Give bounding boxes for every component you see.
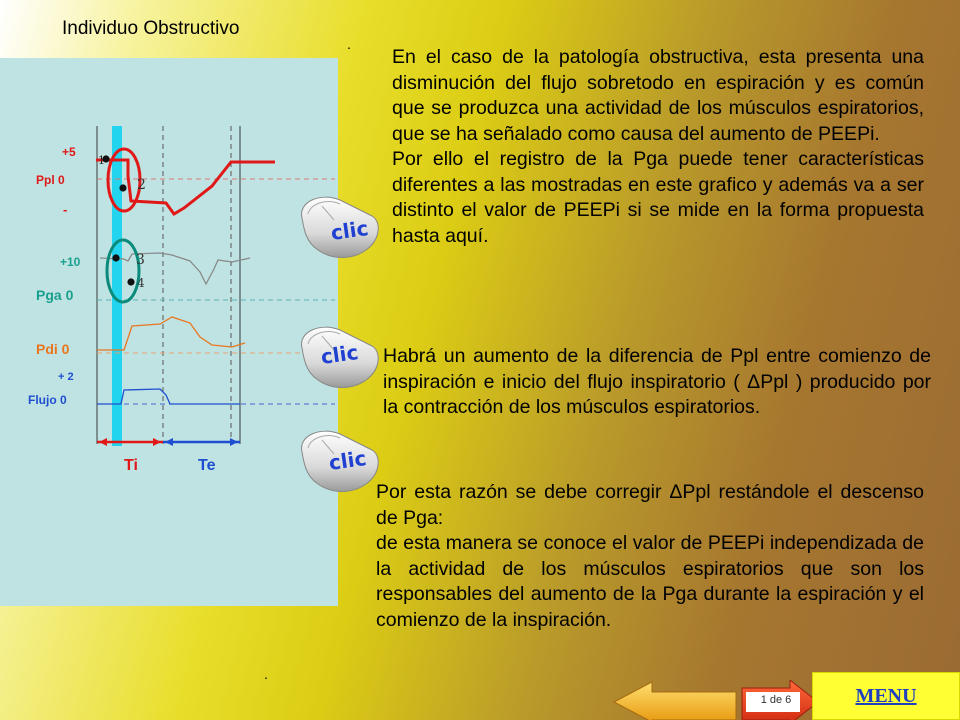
clic-label: clic [327, 445, 368, 475]
mouse-icon [292, 320, 382, 394]
label-ppl0: Ppl 0 [36, 173, 65, 187]
label-plus2: + 2 [58, 371, 74, 383]
paragraph-obstructive-pathology [392, 45, 924, 249]
label-ti: Ti [124, 457, 138, 474]
arrow-left-icon [612, 680, 740, 720]
pga-highlight-ellipse [107, 240, 139, 302]
clic-button-3[interactable] [292, 424, 382, 498]
te-arrow-head-right [230, 438, 238, 446]
respiratory-diagram [0, 58, 338, 606]
point-4-label: 4 [137, 276, 145, 290]
clic-label: clic [319, 339, 360, 369]
label-plus5: +5 [62, 145, 76, 159]
pga-curve [100, 253, 250, 284]
ti-arrow-head-right [153, 438, 161, 446]
slide-title: Individuo Obstructivo [62, 18, 240, 39]
decor-dot: . [347, 36, 351, 52]
page-indicator: 1 de 6 [760, 694, 792, 706]
clic-button-1[interactable] [292, 190, 382, 264]
mouse-icon [292, 424, 382, 498]
previous-slide-button[interactable] [612, 680, 740, 720]
paragraph-pga-correction [376, 480, 924, 633]
label-minus: - [63, 202, 68, 217]
clic-button-2[interactable] [292, 320, 382, 394]
mouse-icon [292, 190, 382, 264]
point-4-marker [127, 278, 134, 285]
point-3-label: 3 [136, 252, 145, 268]
paragraph-text: Habrá un aumento de la diferencia de Ppl entre comienzo de inspiración e inicio del flujo inspiratorio ( ΔPpl ) producido por la contracción de los músculos espiratorios. [383, 345, 931, 418]
paragraph-text: Por esta razón se debe corregir ΔPpl restándole el descenso de Pga: de esta manera se conoce el valor de PEEPi independizada de la actividad de los músculos espiratorios que son los responsables del aumento de la Pga durante la espiración y el comienzo de la inspiración. [376, 481, 924, 631]
paragraph-ppl-difference [383, 344, 931, 421]
label-plus10: +10 [60, 255, 81, 269]
point-2-marker [119, 184, 126, 191]
label-pga0: Pga 0 [36, 287, 74, 303]
inspiration-start-bar [112, 126, 122, 446]
point-2-label: 2 [137, 177, 146, 193]
te-arrow-head-left [165, 438, 173, 446]
label-flujo0: Flujo 0 [28, 393, 67, 407]
label-te: Te [198, 457, 216, 474]
label-pdi0: Pdi 0 [36, 341, 70, 357]
clic-label: clic [329, 215, 370, 245]
decor-dot: . [264, 666, 268, 682]
point-1-label: 1 [98, 154, 105, 167]
respiratory-diagram-panel [0, 58, 338, 606]
paragraph-text: En el caso de la patología obstructiva, esta presenta una disminución del flujo sobretodo en espiración y es común que se produzca una actividad de los músculos espiratorios, que se ha señalado como causa del aumento de PEEPi. Por ello el registro de la Pga puede tener características diferentes a las mostradas en este grafico y además va a ser distinto el valor de PEEPi si se mide en la forma propuesta hasta aquí. [392, 46, 924, 247]
menu-button[interactable]: MENU [812, 672, 960, 720]
ti-arrow-head-left [99, 438, 107, 446]
point-3-marker [112, 254, 119, 261]
